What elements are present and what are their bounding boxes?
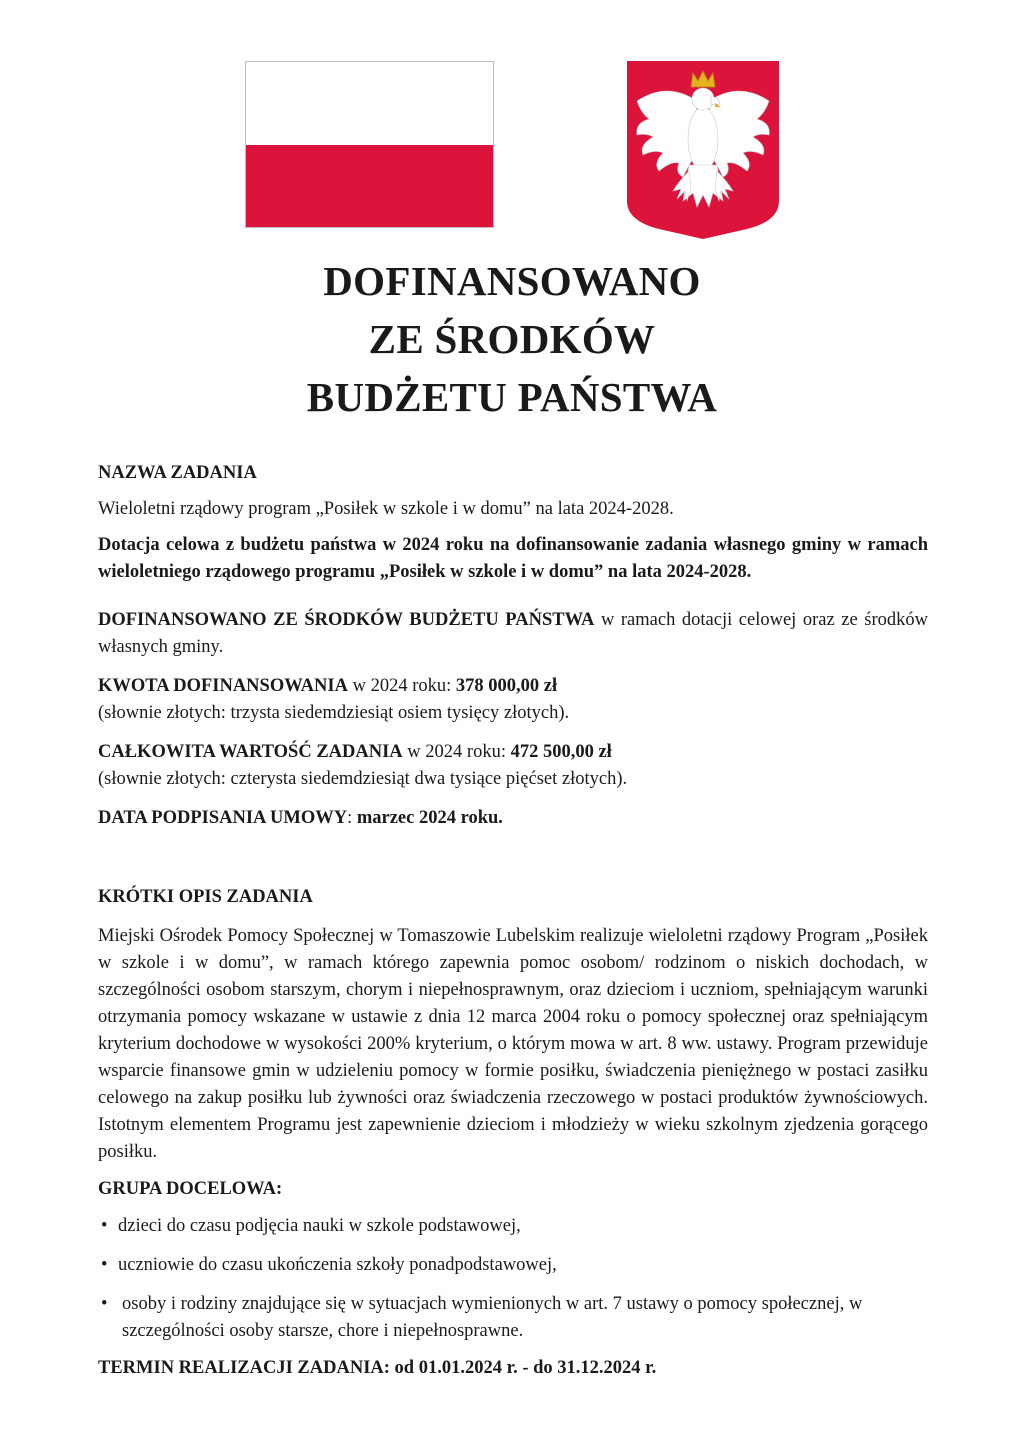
list-item xyxy=(98,1291,928,1345)
target-group-item-1: dzieci do czasu podjęcia nauki w szkole podstawowej, xyxy=(118,1216,521,1236)
total-words: (słownie złotych: czterysta siedemdziesiąt dwa tysiące pięćset złotych). xyxy=(98,769,628,789)
list-item xyxy=(98,1252,928,1279)
task-name-text: Wieloletni rządowy program „Posiłek w szkole i w domu” na lata 2024-2028. xyxy=(98,499,674,519)
flag-white-stripe xyxy=(246,62,493,145)
description-text: Miejski Ośrodek Pomocy Społecznej w Tomaszowie Lubelskim realizuje wieloletni rządowy Program „Posiłek w szkole i w domu”, w ramach którego zapewnia pomoc osobom/ rodzinom o niskich dochodach, w szczególności osobom starszym, chorym i niepełnosprawnym, oraz dzieciom i uczniom, spełniającym warunki otrzymania pomocy wskazane w ustawie z dnia 12 marca 2004 roku o pomocy społecznej oraz spełniającym kryterium dochodowe w wysokości 200% kryterium, o którym mowa w art. 8 ww. ustawy. Program przewiduje wsparcie finansowe gmin w udzieleniu pomocy w formie posiłku, świadczenia pieniężnego w postaci zasiłku celowego na zakup posiłku lub żywności oraz świadczenia rzeczowego w postaci produktów żywnościowych. Istotnym elementem Programu jest zapewnienie dzieciom i młodzieży w wieku szkolnym zjedzenia gorącego posiłku. xyxy=(98,926,928,1162)
amount-line xyxy=(98,673,928,700)
headline-line-3: BUDŻETU PAŃSTWA xyxy=(306,374,718,420)
total-label: CAŁKOWITA WARTOŚĆ ZADANIA xyxy=(98,742,403,762)
list-item xyxy=(98,1213,928,1240)
target-group-heading: GRUPA DOCELOWA: xyxy=(98,1179,283,1199)
target-group-item-2: uczniowie do czasu ukończenia szkoły ponadpodstawowej, xyxy=(118,1255,557,1275)
target-group-item-3: osoby i rodziny znajdujące się w sytuacjach wymienionych w art. 7 ustawy o pomocy społecznej, w szczególności osoby starsze, chore i niepełnosprawne. xyxy=(122,1294,863,1341)
funding-heading: DOFINANSOWANO ZE ŚRODKÓW BUDŻETU PAŃSTWA xyxy=(98,610,595,630)
signing-value: marzec 2024 roku. xyxy=(356,808,503,828)
funding-text: w ramach dotacji celowej oraz ze środków własnych gminy. xyxy=(98,610,928,657)
target-group-list xyxy=(98,1213,928,1345)
signing-sep: : xyxy=(347,808,357,828)
grant-text: Dotacja celowa z budżetu państwa w 2024 roku na dofinansowanie zadania własnego gminy w ramach wieloletniego rządowego programu „Posiłek w szkole i w domu” na lata 2024-2028. xyxy=(98,535,928,582)
funding-paragraph xyxy=(98,607,928,661)
signing-line xyxy=(98,805,928,832)
amount-words: (słownie złotych: trzysta siedemdziesiąt osiem tysięcy złotych). xyxy=(98,703,570,723)
bullet-icon: • xyxy=(101,1216,108,1236)
white-eagle-emblem-icon xyxy=(627,61,779,239)
total-year-text: w 2024 roku: xyxy=(402,742,511,762)
task-name-heading: NAZWA ZADANIA xyxy=(98,463,257,483)
total-line xyxy=(98,739,928,766)
amount-year-text: w 2024 roku: xyxy=(347,676,456,696)
signing-label: DATA PODPISANIA UMOWY xyxy=(98,808,348,828)
headline-line-2: ZE ŚRODKÓW xyxy=(368,316,656,362)
description-heading: KRÓTKI OPIS ZADANIA xyxy=(98,887,313,907)
term-line: TERMIN REALIZACJI ZADANIA: od 01.01.2024 r. - do 31.12.2024 r. xyxy=(98,1358,657,1378)
bullet-icon: • xyxy=(101,1294,108,1314)
total-value: 472 500,00 zł xyxy=(510,742,612,762)
document-body xyxy=(98,460,928,1382)
amount-label: KWOTA DOFINANSOWANIA xyxy=(98,676,348,696)
flag-red-stripe xyxy=(246,145,493,228)
bullet-icon: • xyxy=(101,1255,108,1275)
amount-value: 378 000,00 zł xyxy=(455,676,558,696)
headline-line-1: DOFINANSOWANO xyxy=(323,258,701,304)
headline xyxy=(0,252,1024,426)
polish-flag xyxy=(245,61,494,228)
